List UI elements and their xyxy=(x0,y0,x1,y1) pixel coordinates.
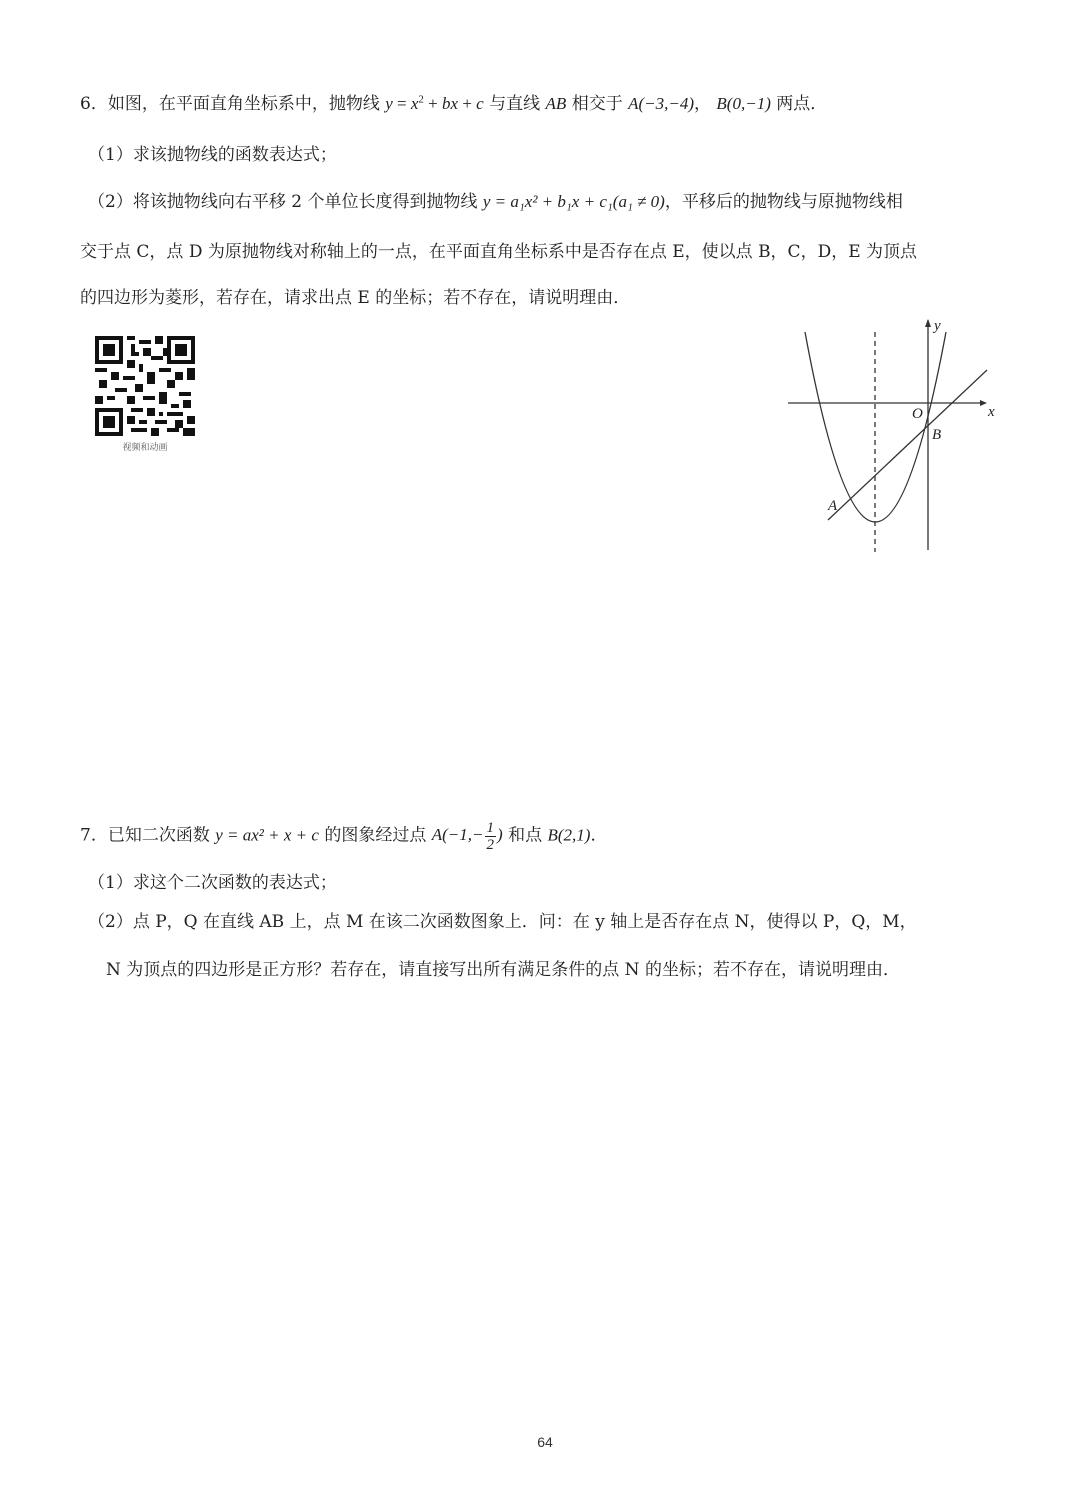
q7-point-a: A(−1,− $\frac{1}{2}$ ) xyxy=(431,820,503,853)
point-a-label: A xyxy=(828,498,838,514)
q6-stem: 6．如图，在平面直角坐标系中，抛物线 $y = x^2$ + bx + c 与直线 AB 相交于 A(−3,−4)， B(0,−1) 两点． xyxy=(80,93,828,114)
parabola-figure xyxy=(780,312,1010,562)
q7-part2-line2: N 为顶点的四边形是正方形？若存在，请直接写出所有满足条件的点 N 的坐标；若不存在，请说明理由． xyxy=(106,960,900,980)
q6-stem-text-d: 两点． xyxy=(776,94,828,114)
q6-part2-line3: 的四边形为菱形，若存在，请求出点 E 的坐标；若不存在，请说明理由． xyxy=(80,288,631,308)
y-axis-label: y xyxy=(934,318,941,334)
q7-equation: y = ax² + x + c xyxy=(215,825,319,845)
q7-stem: 7．已知二次函数 y = ax² + x + c 的图象经过点 A(−1,− $\frac{1}{2}$ ) 和点 B(2,1)． xyxy=(80,820,608,853)
x-axis-label: x xyxy=(988,404,995,420)
q6-equation: $y = x^2$ + bx + c xyxy=(385,93,484,113)
q6-part2-line2: 交于点 C，点 D 为原抛物线对称轴上的一点，在平面直角坐标系中是否存在点 E，使以点 B，C，D，E 为顶点 xyxy=(80,242,918,262)
q6-stem-text-a: 6．如图，在平面直角坐标系中，抛物线 xyxy=(80,94,380,114)
line-ab xyxy=(828,370,987,520)
origin-label: O xyxy=(912,406,923,422)
q7-part2-line1: （2）点 P，Q 在直线 AB 上，点 M 在该二次函数图象上．问：在 y 轴上是否存在点 N，使得以 P，Q，M， xyxy=(88,912,917,932)
q6-shifted-equation: y = a₁x² + b₁x + c₁(a₁ ≠ 0) xyxy=(482,192,665,211)
qr-code-image xyxy=(92,336,198,436)
q7-point-b: B(2,1) xyxy=(547,825,591,845)
q7-stem-text-a: 7．已知二次函数 xyxy=(80,825,210,846)
q6-part2-line1: （2）将该抛物线向右平移 2 个单位长度得到抛物线 y = a₁x² + b₁x + c₁(a₁ ≠ 0)，平移后的抛物线与原抛物线相 xyxy=(88,192,903,212)
point-b-label: B xyxy=(932,427,942,443)
q7-part1: （1）求这个二次函数的表达式； xyxy=(88,873,337,893)
q7-stem-text-b: 的图象经过点 xyxy=(324,825,427,846)
q7-stem-text-c: 和点 xyxy=(508,825,543,846)
q7-fraction: $\frac{1}{2}$ xyxy=(486,820,494,853)
page-number: 64 xyxy=(537,1434,553,1450)
q6-stem-text-b: 与直线 xyxy=(489,94,541,114)
q6-stem-text-c: 相交于 xyxy=(571,94,623,114)
q6-point-b: B(0,−1) xyxy=(716,94,771,113)
q6-part1: （1）求该抛物线的函数表达式； xyxy=(88,145,337,165)
qr-caption: 视频和动画 xyxy=(122,443,168,453)
q6-line-ab: AB xyxy=(545,94,567,113)
q6-point-a: A(−3,−4) xyxy=(628,94,695,113)
